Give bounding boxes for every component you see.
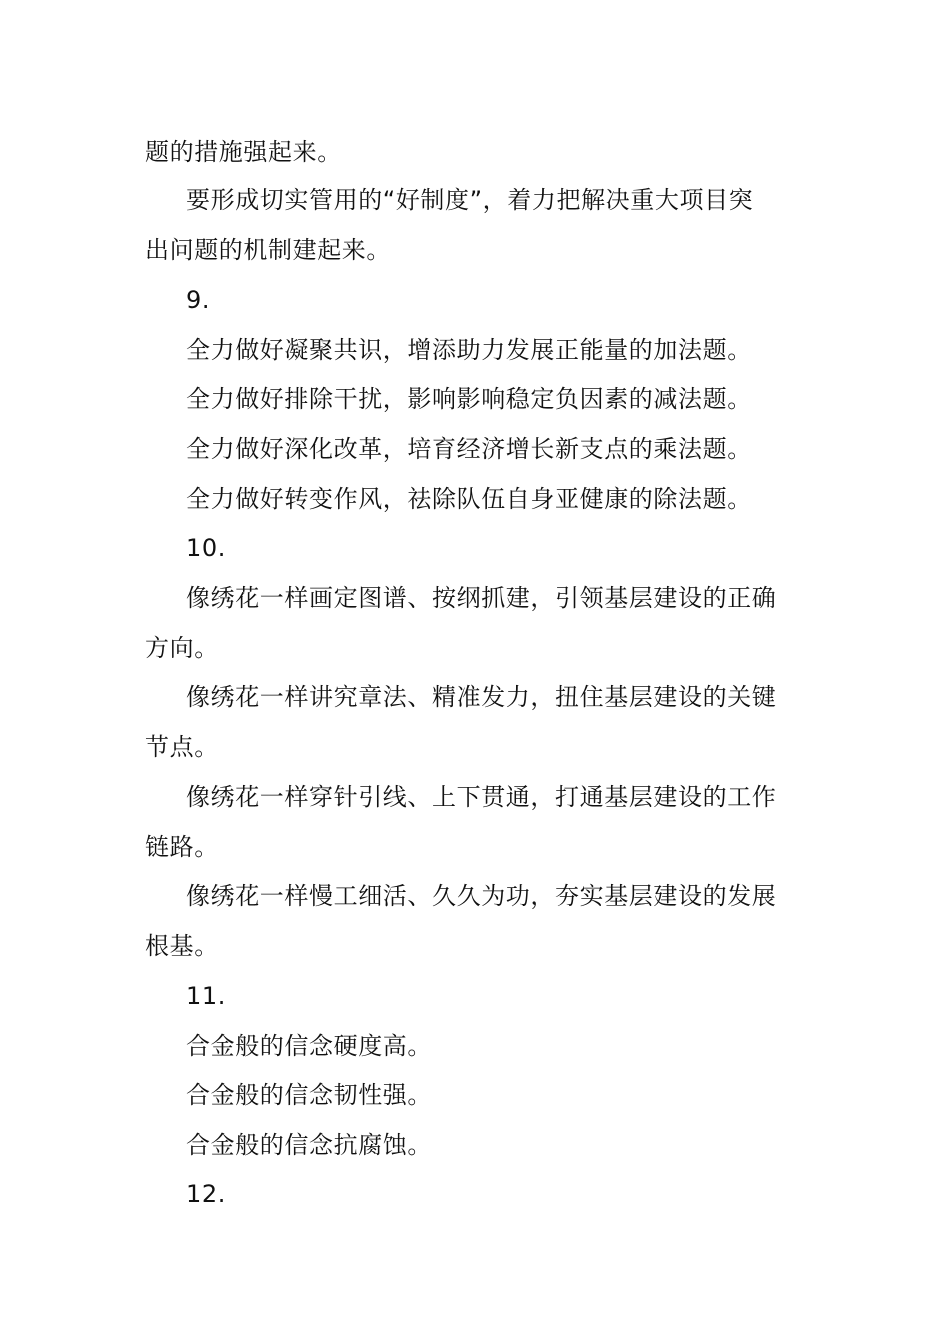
text-line: 出问题的机制建起来。 bbox=[145, 236, 391, 264]
text-line: 方向。 bbox=[145, 634, 219, 662]
text-line: 链路。 bbox=[145, 833, 219, 861]
text-line: 全力做好转变作风，祛除队伍自身亚健康的除法题。 bbox=[186, 485, 752, 513]
text-line: 全力做好排除干扰，影响影响稳定负因素的减法题。 bbox=[186, 385, 752, 413]
text-line: 根基。 bbox=[145, 932, 219, 960]
section-number: 12. bbox=[186, 1180, 226, 1208]
text-line: 像绣花一样讲究章法、精准发力，扭住基层建设的关键 bbox=[186, 683, 777, 711]
text-line: 节点。 bbox=[145, 733, 219, 761]
text-line: 合金般的信念韧性强。 bbox=[186, 1081, 432, 1109]
text-line: 全力做好深化改革，培育经济增长新支点的乘法题。 bbox=[186, 435, 752, 463]
section-number: 10. bbox=[186, 534, 226, 562]
text-line: 题的措施强起来。 bbox=[145, 138, 342, 166]
section-number: 9. bbox=[186, 286, 211, 314]
text-line: 像绣花一样穿针引线、上下贯通，打通基层建设的工作 bbox=[186, 783, 777, 811]
section-number: 11. bbox=[186, 982, 226, 1010]
text-line: 合金般的信念抗腐蚀。 bbox=[186, 1131, 432, 1159]
text-line: 全力做好凝聚共识，增添助力发展正能量的加法题。 bbox=[186, 336, 752, 364]
text-line: 合金般的信念硬度高。 bbox=[186, 1032, 432, 1060]
text-line: 像绣花一样画定图谱、按纲抓建，引领基层建设的正确 bbox=[186, 584, 777, 612]
text-line: 要形成切实管用的“好制度”，着力把解决重大项目突 bbox=[186, 186, 754, 214]
text-line: 像绣花一样慢工细活、久久为功，夯实基层建设的发展 bbox=[186, 882, 777, 910]
